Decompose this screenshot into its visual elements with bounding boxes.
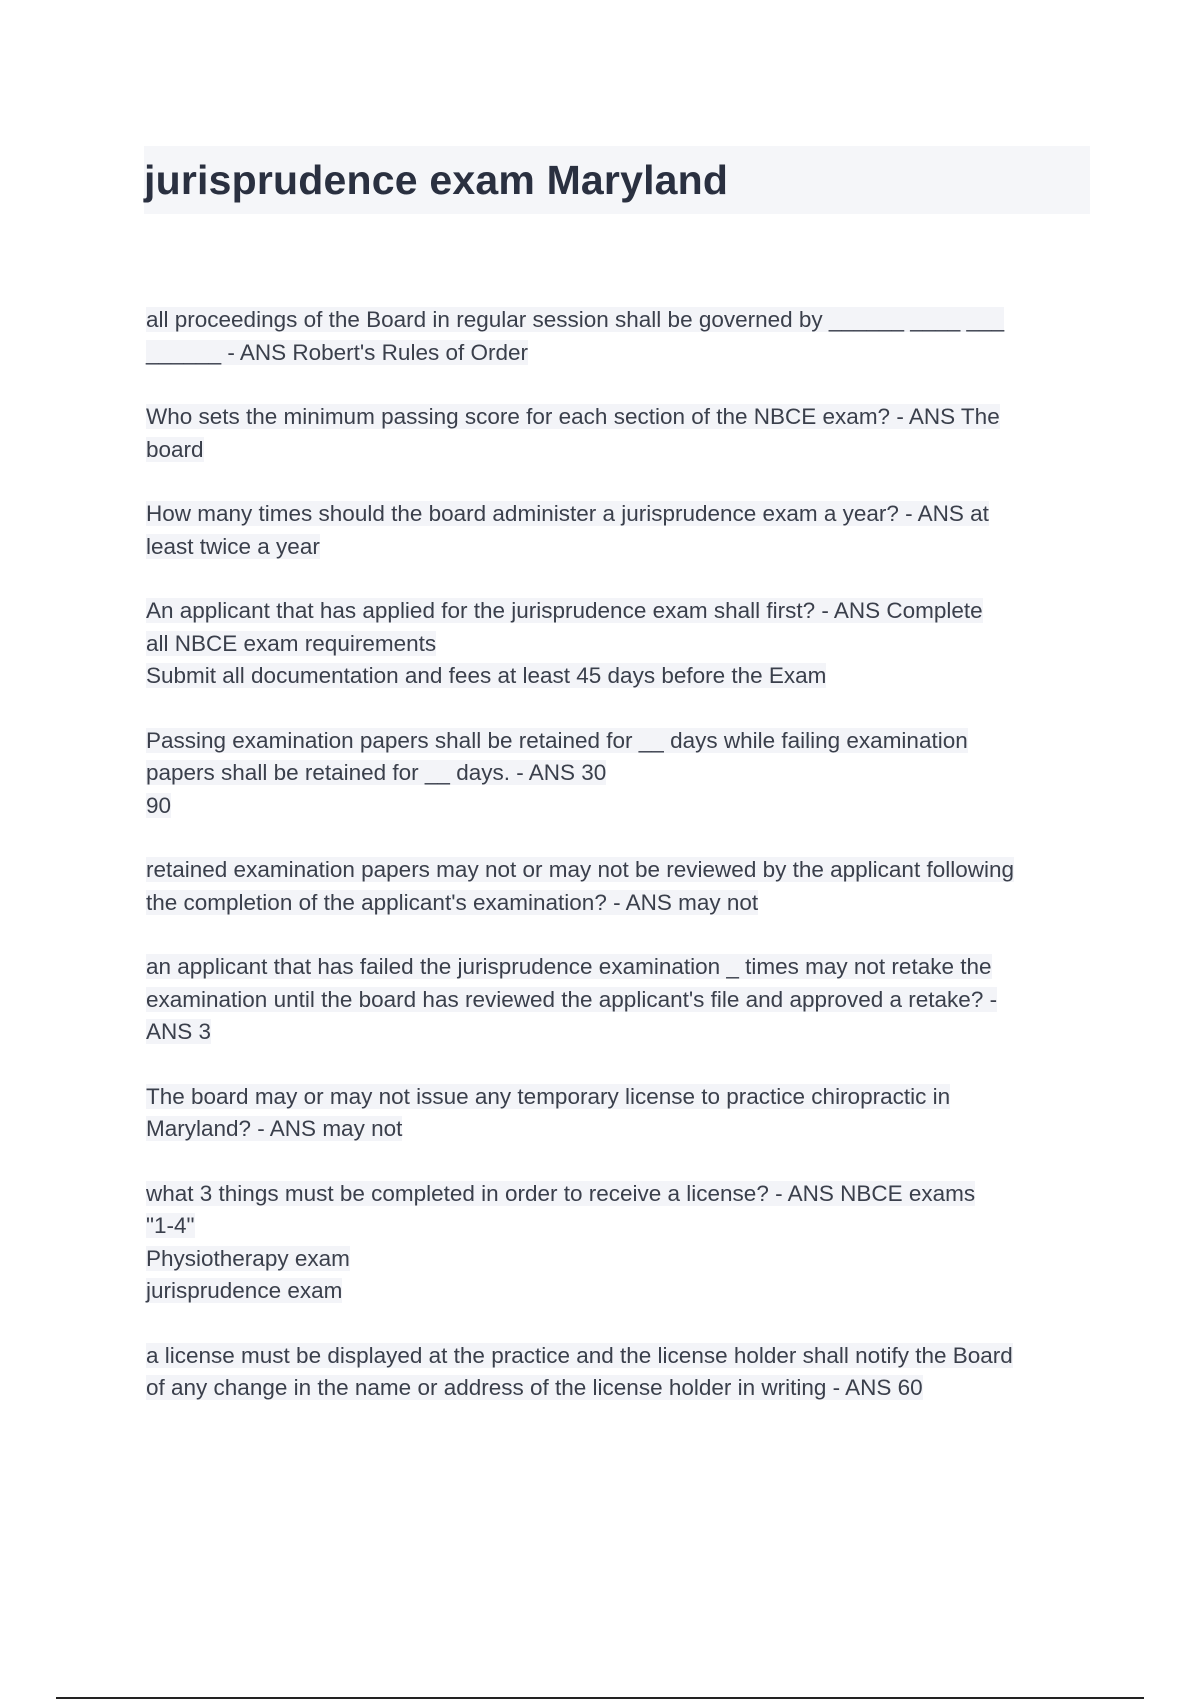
- qa-line-text: Maryland? - ANS may not: [146, 1116, 403, 1141]
- qa-line-text: examination until the board has reviewed the applicant's file and approved a retake? -: [146, 986, 998, 1012]
- title-banner: [144, 146, 1090, 214]
- qa-line: [146, 498, 1090, 531]
- qa-line-text: "1-4": [146, 1213, 195, 1238]
- qa-line: [146, 1275, 1090, 1308]
- qa-line: [146, 984, 1090, 1017]
- qa-line: [146, 531, 1090, 564]
- qa-item: [146, 595, 1090, 693]
- qa-line-text: the completion of the applicant's examination? - ANS may not: [146, 889, 759, 915]
- qa-line: [146, 628, 1090, 661]
- qa-line-text: ______ - ANS Robert's Rules of Order: [146, 339, 528, 365]
- qa-line-text: How many times should the board administer a jurisprudence exam a year? - ANS at: [146, 501, 989, 526]
- qa-line-text: ANS 3: [146, 1019, 212, 1044]
- qa-line: [146, 1372, 1090, 1405]
- footer-divider: [56, 1697, 1144, 1699]
- qa-line: [146, 1340, 1090, 1373]
- qa-item: [146, 951, 1090, 1049]
- qa-line-text: all NBCE exam requirements: [146, 630, 437, 656]
- qa-line-text: An applicant that has applied for the jurisprudence exam shall first? - ANS Complete: [146, 598, 983, 623]
- qa-line-text: an applicant that has failed the jurisprudence examination _ times may not retake the: [146, 954, 992, 979]
- qa-line: [146, 790, 1090, 823]
- qa-line: [146, 1016, 1090, 1049]
- qa-line: [146, 1243, 1090, 1276]
- qa-line: [146, 1178, 1090, 1211]
- qa-line: [146, 1210, 1090, 1243]
- qa-line-text: 90: [146, 792, 172, 818]
- qa-line-text: Who sets the minimum passing score for each section of the NBCE exam? - ANS The: [146, 404, 1000, 429]
- qa-item: [146, 304, 1090, 369]
- qa-line-text: board: [146, 436, 204, 462]
- qa-line: [146, 660, 1090, 693]
- qa-item: [146, 401, 1090, 466]
- qa-line: [146, 401, 1090, 434]
- qa-item: [146, 1178, 1090, 1308]
- qa-line-text: retained examination papers may not or may not be reviewed by the applicant following: [146, 857, 1014, 882]
- qa-line: [146, 434, 1090, 467]
- qa-line-text: all proceedings of the Board in regular session shall be governed by ______ ____ ___: [146, 307, 1005, 332]
- qa-item: [146, 1081, 1090, 1146]
- qa-line: [146, 951, 1090, 984]
- qa-line-text: a license must be displayed at the practice and the license holder shall notify the Board: [146, 1342, 1013, 1368]
- qa-line: [146, 595, 1090, 628]
- qa-line-text: of any change in the name or address of the license holder in writing - ANS 60: [146, 1375, 923, 1400]
- qa-item: [146, 854, 1090, 919]
- qa-line: [146, 1081, 1090, 1114]
- qa-line-text: The board may or may not issue any temporary license to practice chiropractic in: [146, 1083, 951, 1109]
- qa-line-text: Submit all documentation and fees at least 45 days before the Exam: [146, 663, 827, 688]
- document-page: [146, 146, 1090, 1437]
- qa-line-text: Passing examination papers shall be retained for __ days while failing examination: [146, 727, 968, 753]
- qa-line: [146, 757, 1090, 790]
- qa-item: [146, 498, 1090, 563]
- qa-line: [146, 304, 1090, 337]
- qa-line: [146, 337, 1090, 370]
- qa-line: [146, 887, 1090, 920]
- qa-line: [146, 725, 1090, 758]
- document-title: jurisprudence exam Maryland: [144, 156, 729, 203]
- qa-line-text: Physiotherapy exam: [146, 1245, 350, 1271]
- qa-line: [146, 854, 1090, 887]
- qa-line-text: what 3 things must be completed in order to receive a license? - ANS NBCE exams: [146, 1180, 976, 1206]
- qa-line-text: papers shall be retained for __ days. - ANS 30: [146, 760, 607, 785]
- qa-item: [146, 1340, 1090, 1405]
- qa-item: [146, 725, 1090, 823]
- qa-line: [146, 1113, 1090, 1146]
- qa-line-text: jurisprudence exam: [146, 1278, 343, 1303]
- qa-list: [146, 304, 1090, 1405]
- qa-line-text: least twice a year: [146, 533, 320, 559]
